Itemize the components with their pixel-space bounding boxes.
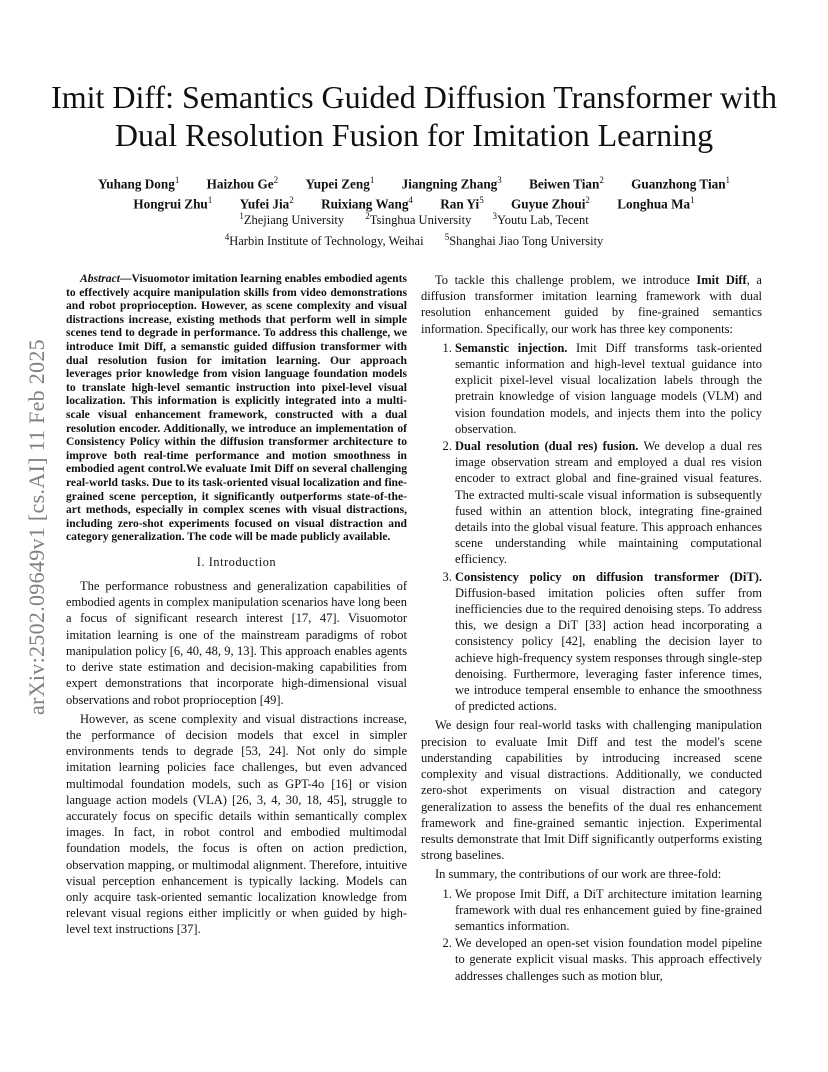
paragraph: To tackle this challenge problem, we introduce Imit Diff, a diffusion transformer imitation learning framework with dual resolution enhancement guided by fine-grained semantics information. Specifically, our work has three key components: [421, 273, 762, 336]
list-item: 2. Dual resolution (dual res) fusion. We develop a dual res image observation stream and employed a dual res vision encoder to extract global and fine-grained visual features. The extracted multi-scale visual information is subsequently fused within an attention block, integrating fine-grained details into the global visual feature. This approach enhances scene understanding while maintaining computational efficiency. [455, 438, 762, 568]
left-column [66, 272, 407, 941]
abstract [66, 272, 407, 544]
abstract-text: —Visuomotor imitation learning enables embodied agents to effectively acquire manipulation skills from video demonstrations and robot proprioception. However, as scene complexity and visual distractions increase, existing methods that perform well in simple scenes tend to degrade in performance. To address this challenge, we introduce Imit Diff, a semanstic guided diffusion transformer with dual resolution fusion for imitation learning. Our approach leverages prior knowledge from vision language foundation models to translate high-level semantic instruction into pixel-level visual localization. This information is explicitly integrated into a multi-scale visual enhancement framework, constructed with a dual resolution encoder. Additionally, we introduce an implementation of Consistency Policy within the diffusion transformer architecture to improve both real-time performance and motion smoothness in embodied agent control.We evaluate Imit Diff on several challenging real-world tasks. Due to its task-oriented visual localization and fine-grained scene perception, it significantly outperforms state-of-the-art methods, especially in complex scenes with visual distractions, including zero-shot experiments focused on visual distraction and category generalization. The code will be made publicly available. [66, 272, 407, 544]
paragraph: We design four real-world tasks with challenging manipulation precision to evaluate Imit Diff and test the model's scene understanding capabilities by introducing increased scene complexity and visual distractions. Additionally, we conducted zero-shot experiments on visual distraction and category generalization to assess the benefits of the dual res enhancement framework and fine-grained semantic injection. Experimental results demonstrate that Imit Diff significantly outperforms existing strong baselines. [421, 718, 762, 863]
list-item: 3. Consistency policy on diffusion transformer (DiT). Diffusion-based imitation policies often suffer from inefficiencies due to the required denoising steps. To address this, we design a DiT [33] action head incorporating a consistency policy [42], enabling the decision layer to achieve high-frequency system responses through single-step denoising. Furthermore, leveraging faster inference times, we introduce temperal ensemble to enhance the smoothness of predicted actions. [455, 569, 762, 715]
affiliation: $^2$Tsinghua University [365, 211, 472, 228]
affiliation: $^3$Youtu Lab, Tecent [492, 211, 589, 228]
abstract-label: Abstract [80, 272, 120, 285]
paper-title: Imit Diff: Semantics Guided Diffusion Transformer with Dual Resolution Fusion for Imitation Learning [51, 79, 777, 153]
affiliation-row-2 [50, 229, 778, 250]
contribution-list [421, 886, 762, 984]
author-list [50, 172, 778, 213]
author: Ran Yi$^5$ [440, 195, 484, 212]
affiliation-list [50, 208, 778, 250]
affiliation: $^5$Shanghai Jiao Tong University [444, 232, 604, 249]
author: Jiangning Zhang$^3$ [401, 175, 502, 192]
affiliation: $^1$Zhejiang University [239, 211, 345, 228]
arxiv-sidebar [22, 292, 52, 762]
author: Yupei Zeng$^1$ [305, 175, 375, 192]
paragraph: However, as scene complexity and visual distractions increase, the performance of decision models that excel in simpler environments tends to degrade [53, 24]. Not only do simple imitation learning policies face challenges, but even advanced multimodal foundation models, such as GPT-4o [16] or vision language action models (VLA) [26, 3, 4, 30, 18, 45], struggle to accurately focus on specific details within semantically complex images. In fact, in robot control and embodied multimodal foundation models, the focus is often on action prediction, observation mapping, or multimodal alignment. Therefore, intuitive visual perception enhancement is typically lacking. Models can only acquire task-oriented semantic localization knowledge from relevant visual regions either implicitly or when guided by high-level text instructions [37]. [66, 711, 407, 937]
affiliation-row-1 [50, 208, 778, 229]
component-list [421, 340, 762, 715]
affiliation: $^4$Harbin Institute of Technology, Weihai [224, 232, 424, 249]
author: Yuhang Dong$^1$ [97, 175, 180, 192]
paragraph: In summary, the contributions of our work are three-fold: [435, 867, 722, 882]
author: Guanzhong Tian$^1$ [631, 175, 731, 192]
list-item: 1. Semanstic injection. Imit Diff transforms task-oriented semantic information and high-level textual guidance into explicit pixel-level visual localization labels through the pretrain knowledge of vision language models (VLM) and vision foundation models, and injects them into the policy observation. [455, 340, 762, 437]
arxiv-id: arXiv:2502.09649v1 [cs.AI] 11 Feb 2025 [24, 339, 49, 715]
author: Yufei Jia$^2$ [239, 195, 294, 212]
list-item: 2. We developed an open-set vision foundation model pipeline to generate explicit visual masks. This approach effectively addresses challenges such as motion blur, [455, 935, 762, 984]
list-item: 1. We propose Imit Diff, a DiT architecture imitation learning framework with dual res enhancement guied by fine-grained semantics information. [455, 886, 762, 935]
author: Beiwen Tian$^2$ [529, 175, 604, 192]
author: Ruixiang Wang$^4$ [321, 195, 413, 212]
author-row-1 [50, 172, 778, 192]
section-heading: I. Introduction [196, 554, 277, 569]
right-column [421, 272, 762, 987]
paragraph: The performance robustness and generalization capabilities of embodied agents in complex manipulation scenarios have long been a focus of significant research interest [17, 47]. Visuomotor imitation learning is one of the mainstream paradigms of robot manipulation policy [6, 40, 48, 9, 13]. This approach enables agents to derive state estimation and decision-making capabilities from expert demonstrations that incorporate high-dimensional visual observations and robot proprioception [49]. [66, 579, 407, 707]
author: Haizhou Ge$^2$ [206, 175, 279, 192]
author: Longhua Ma$^1$ [617, 195, 695, 212]
author: Guyue Zhoui$^2$ [510, 195, 590, 212]
author: Hongrui Zhu$^1$ [133, 195, 213, 212]
